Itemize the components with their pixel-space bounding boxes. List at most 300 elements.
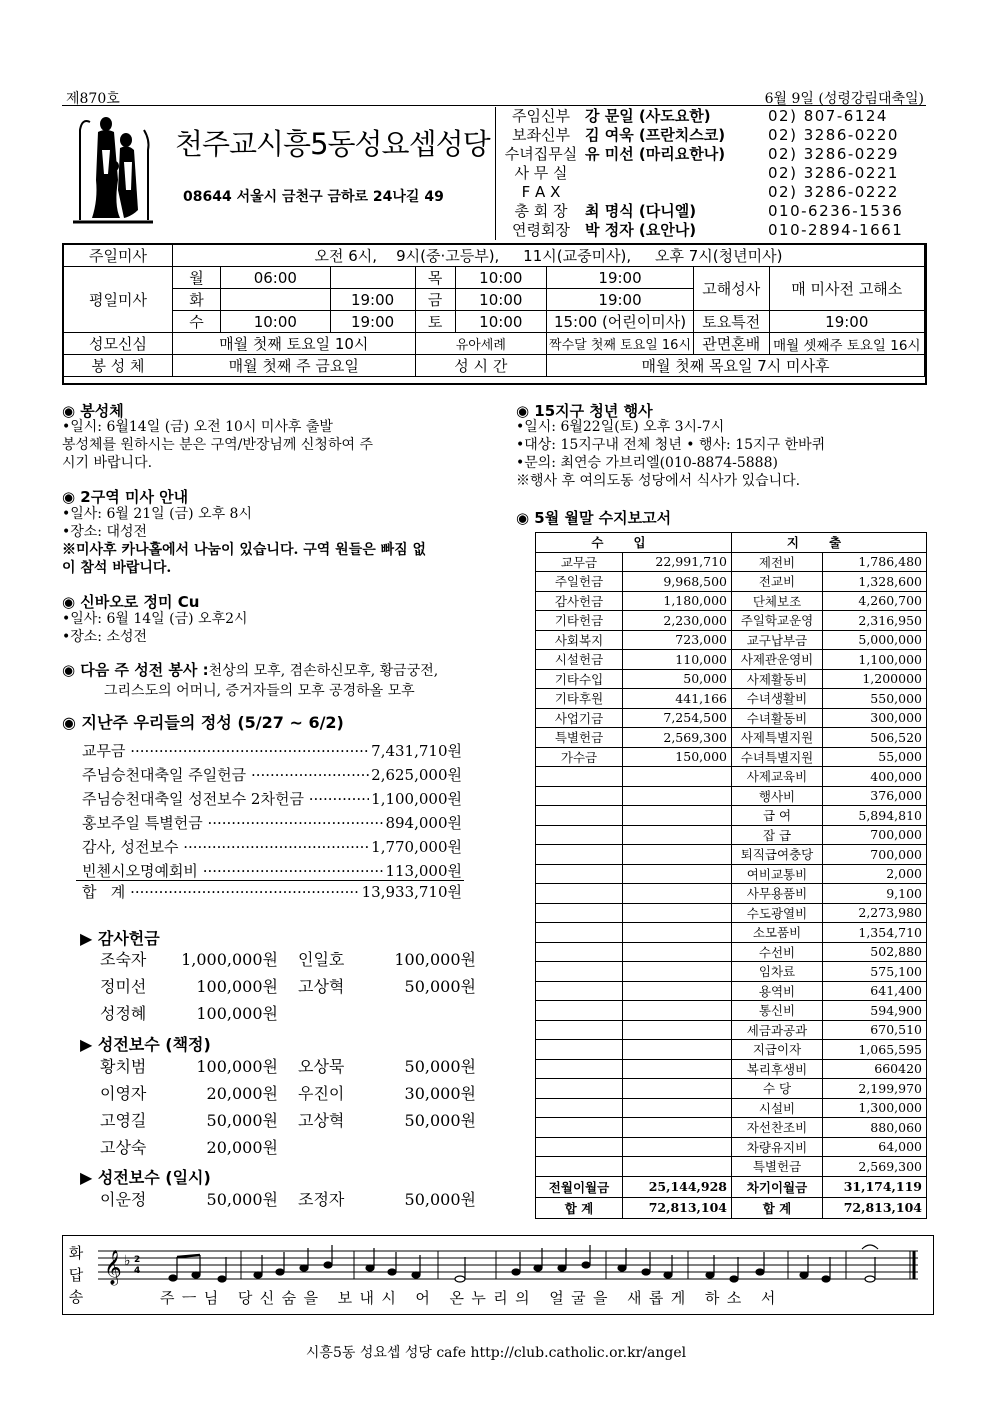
- finance-row: [536, 962, 927, 982]
- finance-row: [536, 884, 927, 904]
- income-item: [536, 981, 623, 1001]
- contact-name: 강 문일 (사도요한): [585, 107, 711, 125]
- finance-row: [536, 864, 927, 884]
- marian-label: 성모신심: [64, 333, 173, 355]
- day-cell: 수: [172, 311, 220, 333]
- contacts-divider: [495, 107, 496, 240]
- footer-cafe-link: 시흥5동 성요셉 성당 cafe http://club.catholic.or.kr/angel: [305, 1345, 687, 1361]
- section-title: ◉ 신바오로 정미 Cu: [62, 593, 200, 611]
- infant-baptism-label: 유아세례: [415, 333, 546, 355]
- donor-name: 정미선: [100, 977, 147, 996]
- marriage-label: 관면혼배: [694, 333, 770, 355]
- donor-spacer: [278, 1134, 298, 1161]
- income-amount: [623, 1118, 732, 1138]
- treble-clef-icon: 𝄞: [104, 1250, 122, 1285]
- expense-item: 수선비: [732, 942, 823, 962]
- expense-item: 사제특별지원: [732, 728, 823, 748]
- offering-total-row: [82, 880, 462, 904]
- income-item: [536, 962, 623, 982]
- expense-item: 행사비: [732, 786, 823, 806]
- expense-amount: 502,880: [823, 942, 927, 962]
- donor-spacer: [278, 1186, 298, 1213]
- income-amount: [623, 1079, 732, 1099]
- section-line: •문의: 최연승 가브리엘(010-8874-5888): [516, 455, 778, 471]
- income-amount: [623, 962, 732, 982]
- income-item: 사회복지: [536, 630, 623, 650]
- section-body: [62, 610, 248, 646]
- day-cell: 목: [415, 267, 455, 289]
- income-item: [536, 1118, 623, 1138]
- income-item: [536, 1137, 623, 1157]
- expense-amount: 400,000: [823, 767, 927, 787]
- total-expense: 72,813,104: [823, 1197, 927, 1218]
- finance-row: [536, 1098, 927, 1118]
- donor-amount: 20,000원: [206, 1084, 278, 1103]
- expense-item: 시설비: [732, 1098, 823, 1118]
- expense-amount: 1,100,000: [823, 650, 927, 670]
- donor-name: 고상숙: [100, 1138, 147, 1157]
- expense-item: 급 여: [732, 806, 823, 826]
- expense-amount: 594,900: [823, 1001, 927, 1021]
- psalm-label: 화답송: [68, 1244, 84, 1306]
- time-cell: 10:00: [455, 311, 547, 333]
- expense-amount: 5,000,000: [823, 630, 927, 650]
- contact-role: 총 회 장: [514, 202, 568, 220]
- time-signature-icon: 4: [134, 1266, 141, 1276]
- music-staff: [98, 1243, 924, 1287]
- expense-item: 사제관운영비: [732, 650, 823, 670]
- contact-phone: 010-6236-1536: [768, 202, 904, 220]
- section-line: •일시: 6월14일 (금) 오전 10시 미사후 출발: [62, 419, 333, 435]
- donor-name: 고영길: [100, 1111, 147, 1130]
- income-item: [536, 942, 623, 962]
- expense-item: 여비교통비: [732, 864, 823, 884]
- expense-item: 용역비: [732, 981, 823, 1001]
- contact-phone: 02) 3286-0229: [768, 145, 899, 163]
- income-amount: 50,000: [623, 669, 732, 689]
- income-amount: [623, 1020, 732, 1040]
- time-cell: 19:00: [330, 289, 415, 311]
- expense-amount: 2,000: [823, 864, 927, 884]
- carry-in-label: 전월이월금: [536, 1176, 623, 1197]
- income-amount: [623, 1059, 732, 1079]
- time-cell: 10:00: [455, 267, 547, 289]
- donor-amount: 50,000원: [404, 1057, 476, 1076]
- expense-amount: 2,316,950: [823, 611, 927, 631]
- contact-phone: 010-2894-1661: [768, 221, 904, 239]
- expense-item: 수도광열비: [732, 903, 823, 923]
- donor-amount: 20,000원: [206, 1138, 278, 1157]
- finance-row: [536, 1020, 927, 1040]
- expense-item: 전교비: [732, 572, 823, 592]
- section-line: •일사: 6월 14일 (금) 오후2시: [62, 611, 248, 627]
- section-line: •장소: 대성전: [62, 524, 148, 540]
- time-cell: 15:00 (어린이미사): [547, 311, 694, 333]
- offering-label: 감사, 성전보수 ·····: [82, 835, 369, 859]
- offering-label: 주님승천대축일 성전보수 2차헌금 ·····: [82, 787, 369, 811]
- offerings-total: [82, 880, 462, 904]
- expense-amount: 9,100: [823, 884, 927, 904]
- offerings-list: [82, 739, 462, 883]
- donor-row: [100, 1000, 476, 1027]
- contact-role: 보좌신부: [512, 126, 570, 144]
- income-item: [536, 767, 623, 787]
- expense-item: 차량유지비: [732, 1137, 823, 1157]
- income-item: [536, 1157, 623, 1177]
- section-line: •장소: 소성전: [62, 629, 148, 645]
- income-item: [536, 786, 623, 806]
- contact-role: 사 무 실: [514, 164, 568, 182]
- donor-name: 고상혁: [298, 1111, 345, 1130]
- offering-label: 교무금 ·····: [82, 739, 369, 763]
- finance-row: [536, 650, 927, 670]
- income-amount: 441,166: [623, 689, 732, 709]
- contact-name: 김 여욱 (프란치스코): [585, 126, 726, 144]
- sunday-mass-label: 주일미사: [64, 245, 173, 267]
- expense-amount: 700,000: [823, 825, 927, 845]
- donor-name: 오상묵: [298, 1057, 345, 1076]
- expense-item: 사제활동비: [732, 669, 823, 689]
- donor-name: 이영자: [100, 1084, 147, 1103]
- income-amount: [623, 1040, 732, 1060]
- donor-row: [100, 1134, 476, 1161]
- offering-total-label: 합 계 ·····: [82, 880, 360, 904]
- offering-row: [82, 739, 462, 763]
- time-cell: 19:00: [330, 311, 415, 333]
- donor-amount: 100,000원: [394, 950, 476, 969]
- mass-schedule-table: [63, 244, 925, 377]
- income-amount: 1,180,000: [623, 591, 732, 611]
- donation-group: [100, 1053, 476, 1161]
- income-item: 사업기금: [536, 708, 623, 728]
- income-item: 가수금: [536, 747, 623, 767]
- donor-amount: 50,000원: [404, 1111, 476, 1130]
- finance-row: [536, 923, 927, 943]
- offering-amount: 2,625,000원: [371, 766, 462, 784]
- section-body: [516, 418, 825, 490]
- confession-label: 고해성사: [694, 267, 770, 311]
- donor-row: [100, 1080, 476, 1107]
- donation-group-title: ▶ 감사헌금: [80, 929, 160, 948]
- donor-amount: 100,000원: [196, 977, 278, 996]
- contact-role: 수녀집무실: [504, 145, 578, 163]
- finance-row: [536, 747, 927, 767]
- expense-amount: 550,000: [823, 689, 927, 709]
- income-item: 시설헌금: [536, 650, 623, 670]
- income-item: 특별헌금: [536, 728, 623, 748]
- offering-row: [82, 835, 462, 859]
- sat-special-label: 토요특전: [694, 311, 770, 333]
- expense-item: 사제교육비: [732, 767, 823, 787]
- expense-item: 임차료: [732, 962, 823, 982]
- donor-amount: 50,000원: [404, 977, 476, 996]
- income-amount: [623, 786, 732, 806]
- income-amount: [623, 1157, 732, 1177]
- donor-row: [100, 1107, 476, 1134]
- time-cell: [330, 267, 415, 289]
- contact-role: 주임신부: [512, 107, 570, 125]
- day-cell: 금: [415, 289, 455, 311]
- offering-row: [82, 763, 462, 787]
- donation-group-title: ▶ 성전보수 (책정): [80, 1035, 211, 1054]
- expense-amount: 641,400: [823, 981, 927, 1001]
- section-title: ◉ 지난주 우리들의 정성 (5/27 ~ 6/2): [62, 713, 344, 732]
- income-amount: [623, 1001, 732, 1021]
- section-body: [62, 505, 426, 577]
- donor-spacer: [278, 973, 298, 1000]
- total-label: 합 계: [536, 1197, 623, 1218]
- finance-table: [535, 532, 927, 1219]
- donation-group-title: ▶ 성전보수 (일시): [80, 1168, 211, 1187]
- donor-name: 고상혁: [298, 977, 345, 996]
- expense-amount: 1,065,595: [823, 1040, 927, 1060]
- day-cell: 토: [415, 311, 455, 333]
- expense-amount: 506,520: [823, 728, 927, 748]
- section-line: •일사: 6월 21일 (금) 오후 8시: [62, 506, 252, 522]
- offering-label: 주님승천대축일 주일헌금 ·····: [82, 763, 369, 787]
- time-cell: 19:00: [547, 289, 694, 311]
- section-body: [62, 418, 373, 472]
- income-amount: 110,000: [623, 650, 732, 670]
- donor-name: 조정자: [298, 1190, 345, 1209]
- offering-row: [82, 811, 462, 835]
- finance-row: [536, 611, 927, 631]
- finance-row: [536, 1137, 927, 1157]
- holyhour-label: 성 시 간: [415, 355, 546, 377]
- contact-row: [497, 107, 927, 126]
- weekday-mass-label: 평일미사: [64, 267, 173, 333]
- contact-row: [497, 145, 927, 164]
- finance-row: [536, 1059, 927, 1079]
- expense-item: 소모품비: [732, 923, 823, 943]
- time-cell: 10:00: [455, 289, 547, 311]
- day-cell: 월: [172, 267, 220, 289]
- donor-amount: 50,000원: [404, 1190, 476, 1209]
- time-cell: 10:00: [221, 311, 331, 333]
- contact-name: 최 명식 (다니엘): [585, 202, 697, 220]
- finance-row: [536, 552, 927, 572]
- expense-amount: 376,000: [823, 786, 927, 806]
- contact-row: [497, 126, 927, 145]
- church-address: 08644 서울시 금천구 금하로 24나길 49: [183, 189, 444, 205]
- finance-row: [536, 728, 927, 748]
- income-item: [536, 923, 623, 943]
- income-item: [536, 825, 623, 845]
- expense-amount: 1,300,000: [823, 1098, 927, 1118]
- finance-row: [536, 806, 927, 826]
- offering-total-amount: 13,933,710원: [361, 883, 462, 901]
- expense-amount: 5,894,810: [823, 806, 927, 826]
- section-next-week: [62, 660, 438, 701]
- donor-name: [298, 1000, 376, 1027]
- income-amount: [623, 825, 732, 845]
- contact-name: 유 미선 (마리요한나): [585, 145, 726, 163]
- offering-label: 홍보주일 특별헌금 ·····: [82, 811, 383, 835]
- income-item: [536, 884, 623, 904]
- expense-amount: 670,510: [823, 1020, 927, 1040]
- contact-row: [497, 221, 927, 240]
- donation-group: [100, 946, 476, 1027]
- income-amount: 22,991,710: [623, 552, 732, 572]
- carry-out-value: 31,174,119: [823, 1176, 927, 1197]
- donor-amount: 1,000,000원: [181, 950, 278, 969]
- contact-role: F A X: [521, 183, 561, 201]
- income-amount: [623, 981, 732, 1001]
- offering-amount: 1,770,000원: [371, 838, 462, 856]
- donor-amount: 30,000원: [404, 1084, 476, 1103]
- total-income: 72,813,104: [623, 1197, 732, 1218]
- section-line: 시기 바랍니다.: [62, 455, 153, 471]
- income-amount: [623, 767, 732, 787]
- donor-row: [100, 973, 476, 1000]
- income-item: [536, 903, 623, 923]
- expense-amount: 575,100: [823, 962, 927, 982]
- income-amount: 7,254,500: [623, 708, 732, 728]
- communion-label: 봉 성 체: [64, 355, 173, 377]
- issue-number: 제870호: [66, 91, 120, 107]
- contact-row: [497, 202, 927, 221]
- flat-icon: ♭: [124, 1253, 131, 1269]
- donor-name: 황치범: [100, 1057, 147, 1076]
- income-amount: [623, 1137, 732, 1157]
- church-name: 천주교시흥5동성요셉성당: [175, 127, 490, 161]
- day-cell: 화: [172, 289, 220, 311]
- contacts-list: [497, 107, 927, 240]
- finance-row: [536, 1040, 927, 1060]
- section-title: ◉ 다음 주 성전 봉사 :: [62, 661, 209, 679]
- expense-amount: 1,354,710: [823, 923, 927, 943]
- donor-amount: 100,000원: [196, 1004, 278, 1023]
- section-line: •일시: 6월22일(토) 오후 3시-7시: [516, 419, 725, 435]
- expense-item: 지급이자: [732, 1040, 823, 1060]
- header-rule: [62, 105, 926, 106]
- income-amount: [623, 806, 732, 826]
- donor-name: 조숙자: [100, 950, 147, 969]
- expense-amount: 1,200000: [823, 669, 927, 689]
- fermata-icon: [862, 1245, 878, 1249]
- contact-name: [585, 183, 768, 202]
- marriage-value: 매월 셋째주 토요일 16시: [769, 333, 924, 355]
- contact-row: [497, 164, 927, 183]
- finance-row: [536, 591, 927, 611]
- donor-spacer: [278, 1107, 298, 1134]
- total-label: 합 계: [732, 1197, 823, 1218]
- expense-item: 제전비: [732, 552, 823, 572]
- section-line: 천상의 모후, 겸손하신모후, 황금궁전,: [208, 663, 439, 679]
- expense-amount: 1,786,480: [823, 552, 927, 572]
- expense-amount: 4,260,700: [823, 591, 927, 611]
- income-item: 교무금: [536, 552, 623, 572]
- expense-amount: 1,328,600: [823, 572, 927, 592]
- finance-row: [536, 767, 927, 787]
- offering-amount: 113,000원: [385, 862, 462, 880]
- expense-item: 특별헌금: [732, 1157, 823, 1177]
- time-cell: 06:00: [221, 267, 331, 289]
- finance-row: [536, 981, 927, 1001]
- infant-baptism-value: 짝수달 첫째 토요일 16시: [547, 333, 694, 355]
- income-amount: [623, 923, 732, 943]
- contact-phone: 02) 3286-0222: [768, 183, 899, 201]
- expense-item: 퇴직급여충당: [732, 845, 823, 865]
- contact-phone: 02) 3286-0221: [768, 164, 899, 182]
- income-item: [536, 1040, 623, 1060]
- income-amount: [623, 903, 732, 923]
- donor-row: [100, 946, 476, 973]
- income-header: 수입: [536, 533, 732, 553]
- income-amount: [623, 1098, 732, 1118]
- time-cell: [221, 289, 331, 311]
- donation-group: [100, 1186, 476, 1213]
- carry-in-value: 25,144,928: [623, 1176, 732, 1197]
- offering-label: 빈첸시오명예회비 ·····: [82, 859, 383, 883]
- donor-name: 이운정: [100, 1190, 147, 1209]
- carry-out-label: 차기이월금: [732, 1176, 823, 1197]
- expense-amount: 2,569,300: [823, 1157, 927, 1177]
- finance-row: [536, 572, 927, 592]
- finance-row: [536, 825, 927, 845]
- expense-item: 주일학교운영: [732, 611, 823, 631]
- expense-amount: 2,273,980: [823, 903, 927, 923]
- expense-amount: 2,199,970: [823, 1079, 927, 1099]
- expense-item: 사무용품비: [732, 884, 823, 904]
- marian-value: 매월 첫째 토요일 10시: [172, 333, 415, 355]
- expense-amount: 300,000: [823, 708, 927, 728]
- finance-row: [536, 669, 927, 689]
- finance-row: [536, 708, 927, 728]
- holyhour-value: 매월 첫째 목요일 7시 미사후: [547, 355, 925, 377]
- expense-item: 수녀활동비: [732, 708, 823, 728]
- expense-item: 세금과공과: [732, 1020, 823, 1040]
- expense-item: 수녀생활비: [732, 689, 823, 709]
- income-item: 주일헌금: [536, 572, 623, 592]
- donor-name: 우진이: [298, 1084, 345, 1103]
- donor-row: [100, 1186, 476, 1213]
- psalm-lyrics: 주ㅡ님 당신숨을 보내시 어 온누리의 얼굴을 새롭게 하소 서: [160, 1289, 783, 1307]
- expense-amount: 55,000: [823, 747, 927, 767]
- income-item: [536, 1001, 623, 1021]
- income-item: [536, 1059, 623, 1079]
- offering-row: [82, 787, 462, 811]
- section-title: ◉ 5월 월말 수지보고서: [516, 509, 672, 527]
- expense-header: 지출: [732, 533, 927, 553]
- expense-item: 잡 급: [732, 825, 823, 845]
- donor-spacer: [278, 946, 298, 973]
- offering-amount: 7,431,710원: [371, 742, 462, 760]
- confession-value: 매 미사전 고해소: [769, 267, 924, 311]
- income-amount: 2,230,000: [623, 611, 732, 631]
- income-amount: 150,000: [623, 747, 732, 767]
- donor-amount: [376, 1000, 476, 1027]
- section-line: ※미사후 카나홀에서 나눔이 있습니다. 구역 원들은 빠짐 없: [62, 542, 427, 558]
- finance-row: [536, 1118, 927, 1138]
- holy-family-logo: [68, 110, 158, 225]
- expense-item: 통신비: [732, 1001, 823, 1021]
- expense-amount: 700,000: [823, 845, 927, 865]
- income-amount: [623, 884, 732, 904]
- expense-amount: 880,060: [823, 1118, 927, 1138]
- income-item: 기타헌금: [536, 611, 623, 631]
- expense-item: 교구납부금: [732, 630, 823, 650]
- donor-row: [100, 1053, 476, 1080]
- section-line: 봉성체를 원하시는 분은 구역/반장님께 신청하여 주: [62, 437, 373, 453]
- finance-row: [536, 689, 927, 709]
- income-item: [536, 1020, 623, 1040]
- income-amount: [623, 864, 732, 884]
- donor-amount: 50,000원: [206, 1111, 278, 1130]
- contact-phone: 02) 807-6124: [768, 107, 888, 125]
- income-amount: 723,000: [623, 630, 732, 650]
- section-line: 이 참석 바랍니다.: [62, 560, 172, 576]
